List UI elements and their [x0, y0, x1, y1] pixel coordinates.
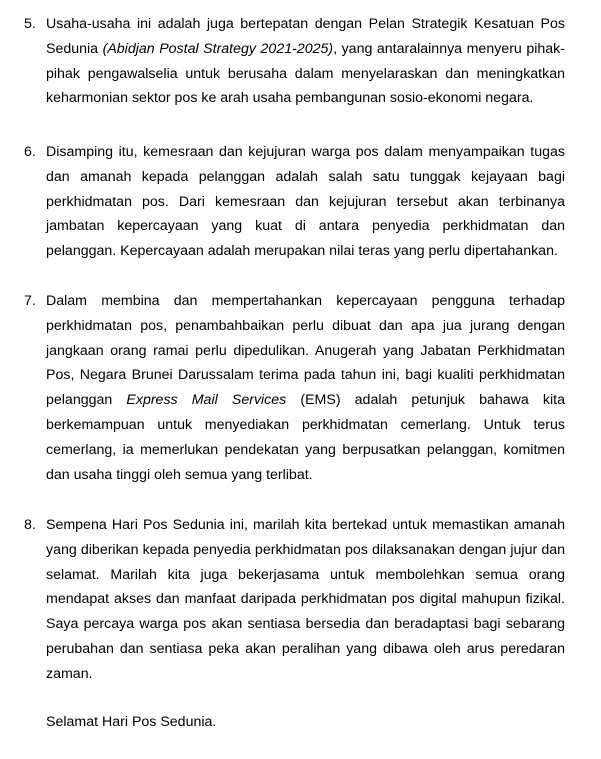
- paragraph-text-end: (EMS) adalah petunjuk bahawa kita berkemampuan untuk menyediakan perkhidmatan cemerlang. Untuk terus cemerlang, ia memerlukan pendekatan yang berpusatkan pelanggan, komitmen dan usaha tinggi oleh semua yang terlibat.: [46, 392, 565, 483]
- italic-title: (Abidjan Postal Strategy 2021-2025): [102, 40, 334, 57]
- paragraph-text: [46, 289, 565, 487]
- paragraph-text-start: Dalam membina dan mempertahankan kepercayaan pengguna terhadap perkhidmatan pos, penambahbaikan perlu dibuat dan apa jua jurang dengan jangkaan orang ramai perlu dipedulikan. Anugerah yang Jabatan Perkhidmatan Pos, Negara Brunei Darussalam terima pada tahun ini, bagi kualiti perkhidmatan pelanggan: [46, 293, 565, 409]
- paragraph-text: Sempena Hari Pos Sedunia ini, marilah kita bertekad untuk memastikan amanah yang diberikan kepada penyedia perkhidmatan pos dilaksanakan dengan jujur dan selamat. Marilah kita juga bekerjasama untuk membolehkan semua orang mendapat akses dan manfaat daripada perkhidmatan pos digital mahupun fizikal. Saya percaya warga pos akan sentiasa bersedia dan beradaptasi bagi sebarang perubahan dan sentiasa peka akan peralihan yang dibawa oleh arus peredaran zaman.: [46, 517, 565, 682]
- closing-greeting: Selamat Hari Pos Sedunia.: [46, 714, 217, 730]
- paragraph-number: 6.: [24, 144, 36, 160]
- paragraph-text-end: , yang antaralainnya menyeru pihak-pihak pengawalselia untuk berusaha dalam menyelaraskan dan meningkatkan keharmonian sektor pos ke arah usaha pembangunan sosio-ekonomi negara.: [46, 40, 565, 107]
- italic-service-name: Express Mail Services: [126, 392, 287, 409]
- paragraph-text: Disamping itu, kemesraan dan kejujuran warga pos dalam menyampaikan tugas dan amanah kepada pelanggan adalah salah satu tunggak kejayaan bagi perkhidmatan pos. Dari kemesraan dan kejujuran tersebut akan terbinanya jambatan kepercayaan yang kuat di antara penyedia perkhidmatan dan pelanggan. Kepercayaan adalah merupakan nilai teras yang perlu dipertahankan.: [46, 144, 565, 260]
- paragraph-text-start: Usaha-usaha ini adalah juga bertepatan dengan Pelan Strategik Kesatuan Pos Sedunia: [46, 16, 565, 57]
- paragraph-text: [46, 12, 565, 111]
- paragraph-number: 7.: [24, 293, 36, 309]
- paragraph-number: 8.: [24, 517, 36, 533]
- paragraph-number: 5.: [24, 16, 36, 32]
